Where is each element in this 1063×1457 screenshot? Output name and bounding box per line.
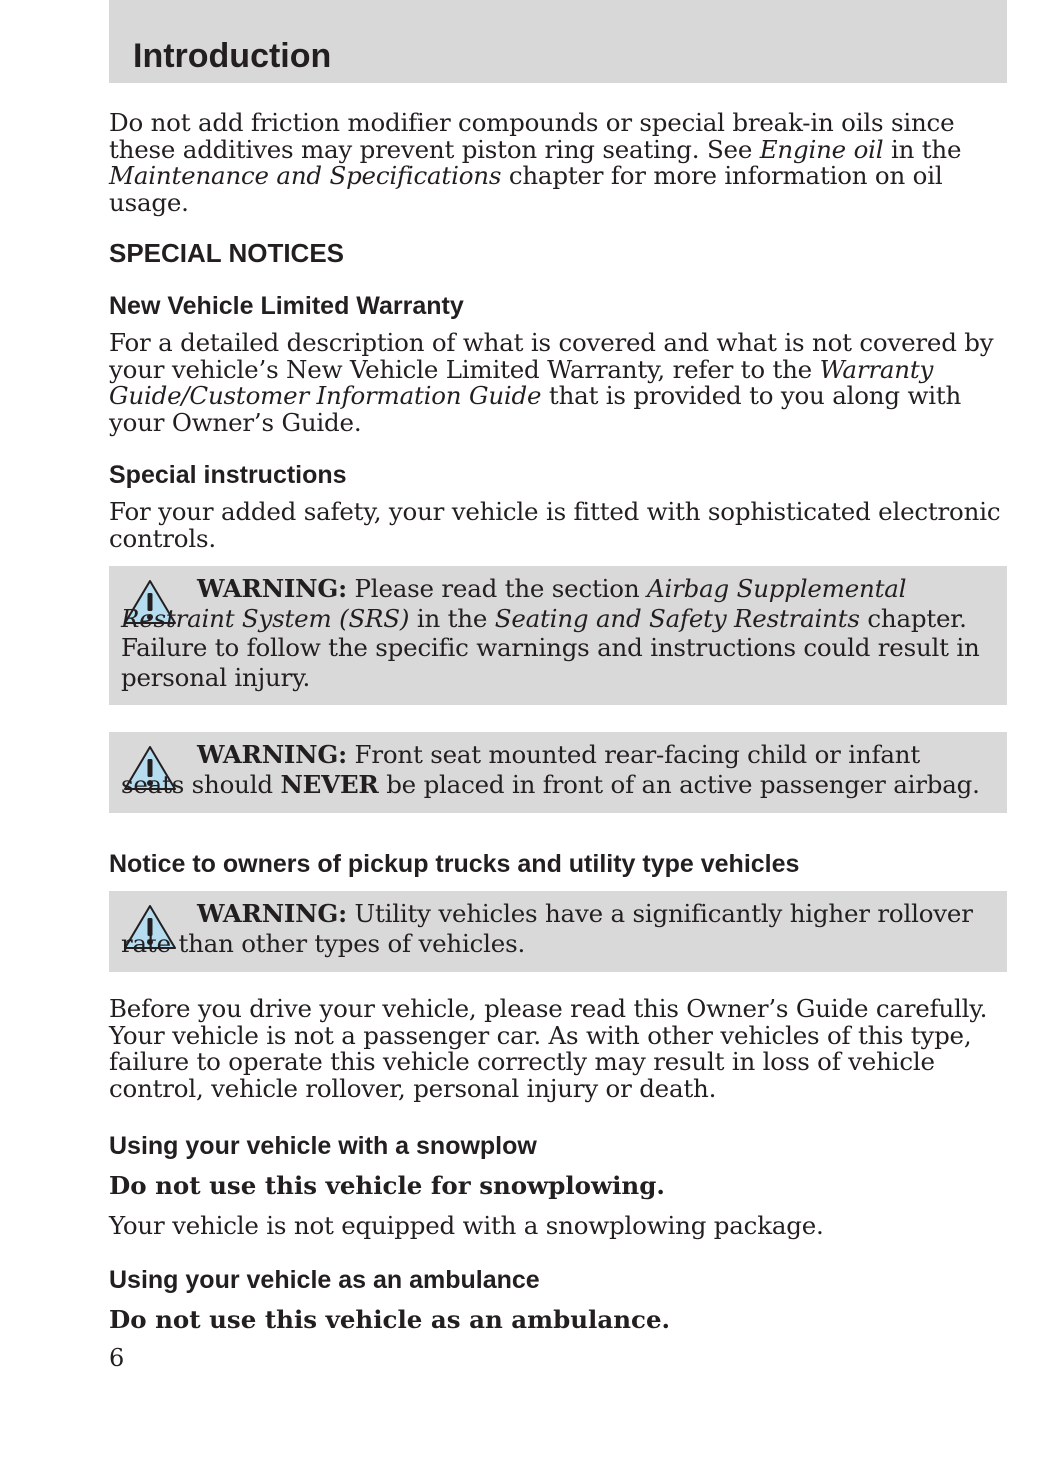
warranty-heading: New Vehicle Limited Warranty — [109, 292, 464, 320]
ambulance-heading: Using your vehicle as an ambulance — [109, 1266, 540, 1294]
ambulance-bold-statement: Do not use this vehicle as an ambulance. — [109, 1305, 671, 1334]
warranty-body — [109, 330, 1004, 437]
warranty-guide-reference: Warranty Guide/Customer Information Guide — [109, 354, 934, 411]
warranty-paragraph: For a detailed description of what is covered and what is not covered by your vehicle’s New Vehicle Limited Warranty, refer to the Warranty Guide/Customer Information Guide that is provided to you along with your Owner’s Guide. — [109, 328, 994, 438]
warning-text-rollover: WARNING: Utility vehicles have a significantly higher rollover rate than other types of vehicles. — [121, 899, 973, 958]
page-header — [109, 0, 1007, 83]
pickup-notice-body — [109, 996, 1004, 1103]
warning-text-child-seat: WARNING: Front seat mounted rear-facing child or infant seats should NEVER be placed in front of an active passenger airbag. — [121, 740, 980, 799]
special-notices-heading-block — [109, 238, 1004, 268]
warning-label: WARNING: — [197, 899, 347, 928]
snowplow-warning — [109, 1172, 1004, 1200]
warning-box-child-seat — [109, 732, 1007, 813]
pickup-notice-paragraph: Before you drive your vehicle, please read this Owner’s Guide carefully. Your vehicle is not a passenger car. As with other vehicles of this type, failure to operate this vehicle correctly may result in loss of vehicle control, vehicle rollover, personal injury or death. — [109, 994, 988, 1104]
snowplow-bold-statement: Do not use this vehicle for snowplowing. — [109, 1171, 665, 1200]
snowplow-paragraph: Your vehicle is not equipped with a snowplowing package. — [109, 1211, 824, 1240]
special-notices-heading: SPECIAL NOTICES — [109, 238, 345, 268]
special-instructions-body — [109, 499, 1004, 552]
warning-label: WARNING: — [197, 740, 347, 769]
page-title: Introduction — [133, 37, 332, 75]
intro-section — [109, 110, 1004, 217]
special-instructions-paragraph: For your added safety, your vehicle is fitted with sophisticated electronic controls. — [109, 497, 1001, 553]
engine-oil-reference: Engine oil — [759, 134, 884, 164]
pickup-notice-heading: Notice to owners of pickup trucks and utility type vehicles — [109, 850, 800, 878]
intro-paragraph: Do not add friction modifier compounds or special break-in oils since these additives may prevent piston ring seating. See Engine oil in the Maintenance and Specifications chapter for more information on oil usage. — [109, 108, 962, 218]
ambulance-warning — [109, 1306, 1004, 1334]
page-number: 6 — [109, 1344, 125, 1372]
pickup-notice-section — [109, 849, 1004, 879]
snowplow-heading: Using your vehicle with a snowplow — [109, 1132, 537, 1160]
warning-text-airbag: WARNING: Please read the section Airbag Supplemental Restraint System (SRS) in the Seating and Safety Restraints chapter. Failure to follow the specific warnings and instructions could result in personal injury. — [121, 574, 980, 692]
snowplow-section — [109, 1131, 1004, 1161]
warning-label: WARNING: — [197, 574, 347, 603]
maintenance-chapter-reference: Maintenance and Specifications — [109, 161, 502, 191]
special-instructions-heading: Special instructions — [109, 461, 347, 489]
warranty-section — [109, 291, 1004, 321]
seating-chapter-reference: Seating and Safety Restraints — [494, 603, 860, 633]
warning-box-airbag — [109, 566, 1007, 705]
snowplow-body — [109, 1213, 1004, 1240]
never-emphasis: NEVER — [280, 769, 379, 799]
ambulance-section — [109, 1265, 1004, 1295]
warning-box-rollover — [109, 891, 1007, 972]
special-instructions-section — [109, 460, 1004, 490]
srs-section-reference: Airbag Supplemental Restraint System (SRS) — [121, 574, 907, 633]
